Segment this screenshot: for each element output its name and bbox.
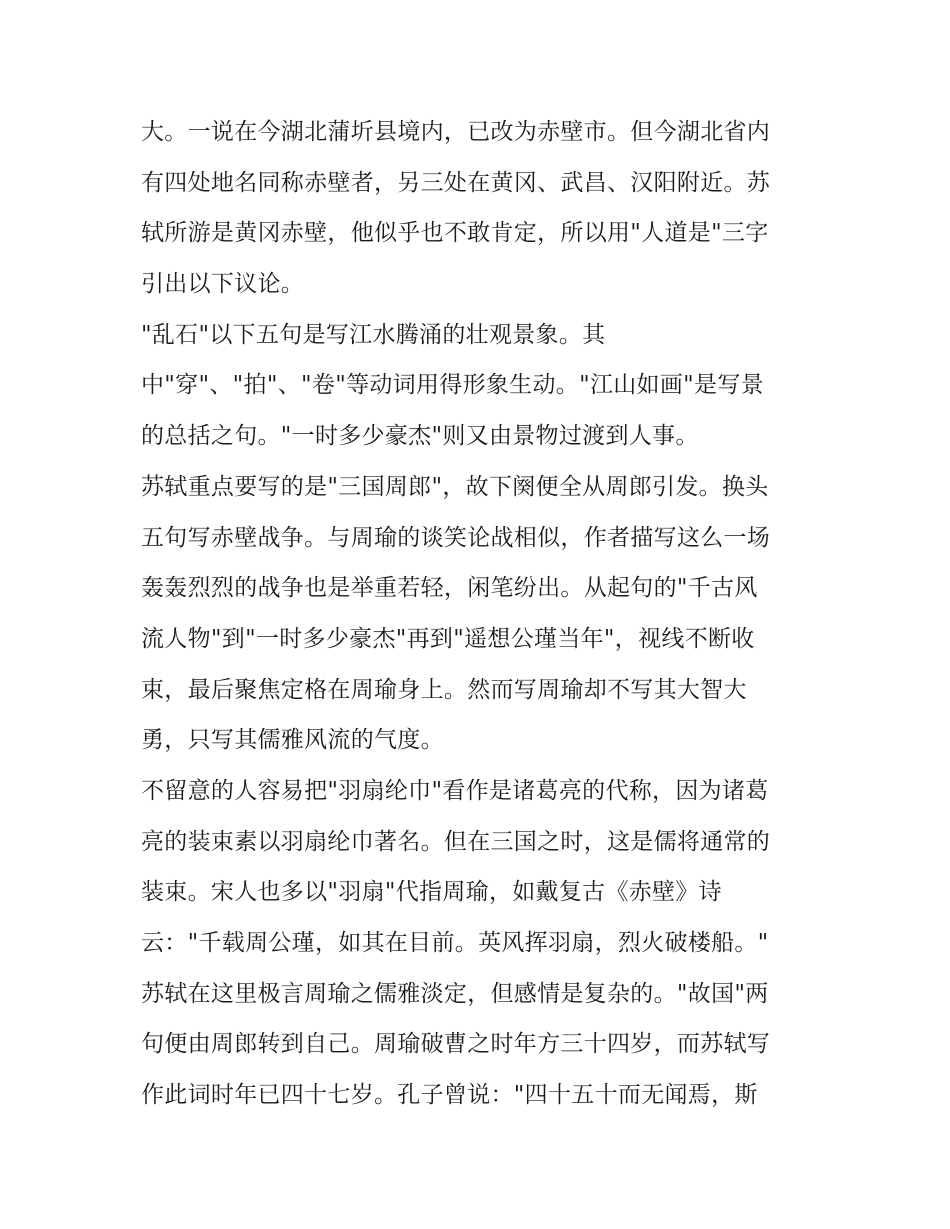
text-line: 苏轼重点要写的是"三国周郎"，故下阕便全从周郎引发。换头 bbox=[141, 473, 769, 500]
text-line: "乱石"以下五句是写江水腾涌的壮观景象。其 bbox=[141, 321, 606, 348]
text-line: 五句写赤壁战争。与周瑜的谈笑论战相似，作者描写这么一场 bbox=[141, 524, 771, 551]
text-line: 有四处地名同称赤壁者，另三处在黄冈、武昌、汉阳附近。苏 bbox=[141, 169, 771, 196]
text-line: 不留意的人容易把"羽扇纶巾"看作是诸葛亮的代称，因为诸葛 bbox=[141, 777, 769, 804]
text-line: 勇，只写其儒雅风流的气度。 bbox=[141, 727, 444, 754]
text-line: 流人物"到"一时多少豪杰"再到"遥想公瑾当年"，视线不断收 bbox=[141, 625, 755, 652]
text-line: 轼所游是黄冈赤壁，他似乎也不敢肯定，所以用"人道是"三字 bbox=[141, 220, 769, 247]
text-line: 装束。宋人也多以"羽扇"代指周瑜，如戴复古《赤壁》诗 bbox=[141, 879, 722, 906]
body-text bbox=[141, 107, 821, 1121]
text-line: 大。一说在今湖北蒲圻县境内，已改为赤壁市。但今湖北省内 bbox=[141, 119, 771, 145]
text-line: 苏轼在这里极言周瑜之儒雅淡定，但感情是复杂的。"故国"两 bbox=[141, 980, 769, 1007]
text-line: 句便由周郎转到自己。周瑜破曹之时年方三十四岁，而苏轼写 bbox=[141, 1031, 771, 1058]
text-line: 束，最后聚焦定格在周瑜身上。然而写周瑜却不写其大智大 bbox=[141, 676, 747, 703]
text-line: 引出以下议论。 bbox=[141, 271, 305, 298]
text-line: 轰轰烈烈的战争也是举重若轻，闲笔纷出。从起句的"千古风 bbox=[141, 575, 758, 602]
text-line: 云："千载周公瑾，如其在目前。英风挥羽扇，烈火破楼船。" bbox=[141, 930, 769, 956]
text-line: 作此词时年已四十七岁。孔子曾说："四十五十而无闻焉，斯 bbox=[141, 1082, 758, 1109]
text-line: 中"穿"、"拍"、"卷"等动词用得形象生动。"江山如画"是写景 bbox=[141, 372, 764, 399]
text-line: 亮的装束素以羽扇纶巾著名。但在三国之时，这是儒将通常的 bbox=[141, 828, 771, 855]
text-line: 的总括之句。"一时多少豪杰"则又由景物过渡到人事。 bbox=[141, 423, 699, 450]
